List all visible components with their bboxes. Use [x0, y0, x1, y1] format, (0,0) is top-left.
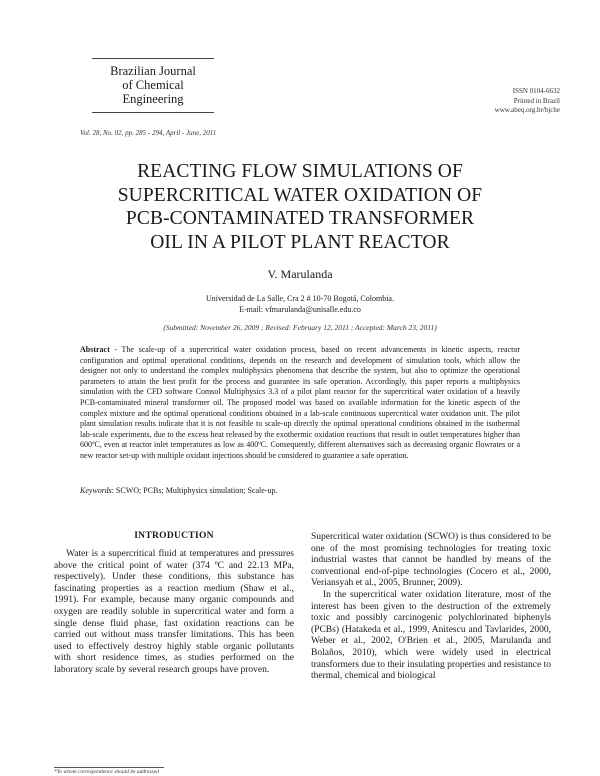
left-column — [54, 549, 294, 677]
title-line: SUPERCRITICAL WATER OXIDATION OF — [117, 184, 483, 206]
abstract-label: Abstract — [80, 345, 110, 354]
article-title — [90, 160, 510, 254]
paragraph: In the supercritical water oxidation literature, most of the interest has been given to the destruction of the extremely toxic and possibly carcinogenic polychlorinated biphenyls (PCBs) (Hatakeda et al., 1999, Anitescu and Tavlarides, 2000, Weber et al., 2002, O'Brien et al., 2005, Marulanda and Bolaños, 2010), which were widely used in electrical transformers due to their insulating properties and resistance to thermal, chemical and biological — [311, 589, 551, 682]
title-line: OIL IN A PILOT PLANT REACTOR — [150, 231, 450, 253]
affiliation: Universidad de La Salle, Cra 2 # 10-70 Bogotá, Colombia. — [206, 294, 394, 303]
footnote-rule — [54, 767, 164, 768]
email: E-mail: vfmarulanda@unisalle.edu.co — [239, 305, 361, 314]
author-name: V. Marulanda — [267, 267, 333, 281]
issn: ISSN 0104-6632 — [512, 87, 560, 95]
title-line: PCB-CONTAMINATED TRANSFORMER — [125, 208, 475, 229]
section-heading: INTRODUCTION — [134, 531, 214, 541]
keywords — [80, 486, 520, 497]
paragraph: Supercritical water oxidation (SCWO) is thus considered to be one of the most promising technologies for treating toxic industrial wastes that cannot be handled by means of the conventional end-of-pipe technologies (Cocero et al., 2000, Veriansyah et al., 2005, Brunner, 2009). — [311, 532, 551, 589]
journal-url: www.abeq.org.br/bjche — [494, 106, 560, 114]
right-column — [311, 532, 551, 683]
abstract — [80, 345, 520, 462]
abstract-text: - The scale-up of a supercritical water oxidation process, based on recent advancements in kinetic aspects, reactor configuration and optimal operational conditions, depends on the research and development of simulation tools, which allow the designer not only to understand the complex multiphysics phenomena that describe the system, but also to optimize the operational parameters to attain the best profit for the process and guarantee its safe operation. Accordingly, this paper reports a multiphysics simulation with the CFD software Comsol Multiphysics 3.3 of a pilot plant reactor for the supercritical water oxidation of a heavily PCB-contaminated mineral transformer oil. The proposed model was based on available information for the kinetic aspects of the complex mixture and the optimal operational conditions obtained in a lab-scale continuous supercritical water oxidation unit. The pilot plant simulation results indicate that it is not feasible to scale-up directly the optimal operational conditions obtained in the isothermal lab-scale experiments, due to the excess heat released by the exothermic oxidation reactions that result in outlet temperatures higher than 600ºC, even at reactor inlet temperatures as low as 400ºC. Consequently, different alternatives such as decreasing organic flowrates or a new reactor set-up with multiple oxidant injections should be considered to guarantee a safe operation. — [80, 345, 520, 460]
paragraph: Water is a supercritical fluid at temperatures and pressures above the critical point of water (374 ºC and 22.13 MPa, respectively). Under these conditions, this substance has fascinating properties as a reaction medium (Shaw et al., 1991). For example, because many organic compounds and oxygen are readily soluble in supercritical water and form a single dense fluid phase, fast oxidation reactions can be carried out without mass transfer limitations. This has been used to effectively destroy highly stable organic pollutants with short residence times, as studies performed on the laboratory scale by several research groups have proven. — [54, 549, 294, 675]
journal-name: Brazilian Journal of Chemical Engineering — [110, 64, 196, 106]
journal-name-block — [92, 58, 214, 113]
keywords-label: Keywords — [80, 486, 112, 495]
affiliation-block — [0, 293, 600, 315]
journal-bottom-rule — [92, 112, 214, 113]
footnote: *To whom correspondence should be addressed — [54, 769, 159, 775]
title-line: REACTING FLOW SIMULATIONS OF — [137, 161, 463, 182]
issn-block — [440, 87, 560, 116]
keywords-text: : SCWO; PCBs; Multiphysics simulation; Scale-up. — [111, 486, 278, 495]
submission-dates: (Submitted: November 26, 2009 ; Revised: February 12, 2011 ; Accepted: March 23, 2011) — [163, 323, 437, 332]
volume-line: Vol. 28, No. 02, pp. 285 - 294, April - June, 2011 — [80, 129, 217, 137]
printed-in: Printed in Brazil — [513, 96, 560, 105]
